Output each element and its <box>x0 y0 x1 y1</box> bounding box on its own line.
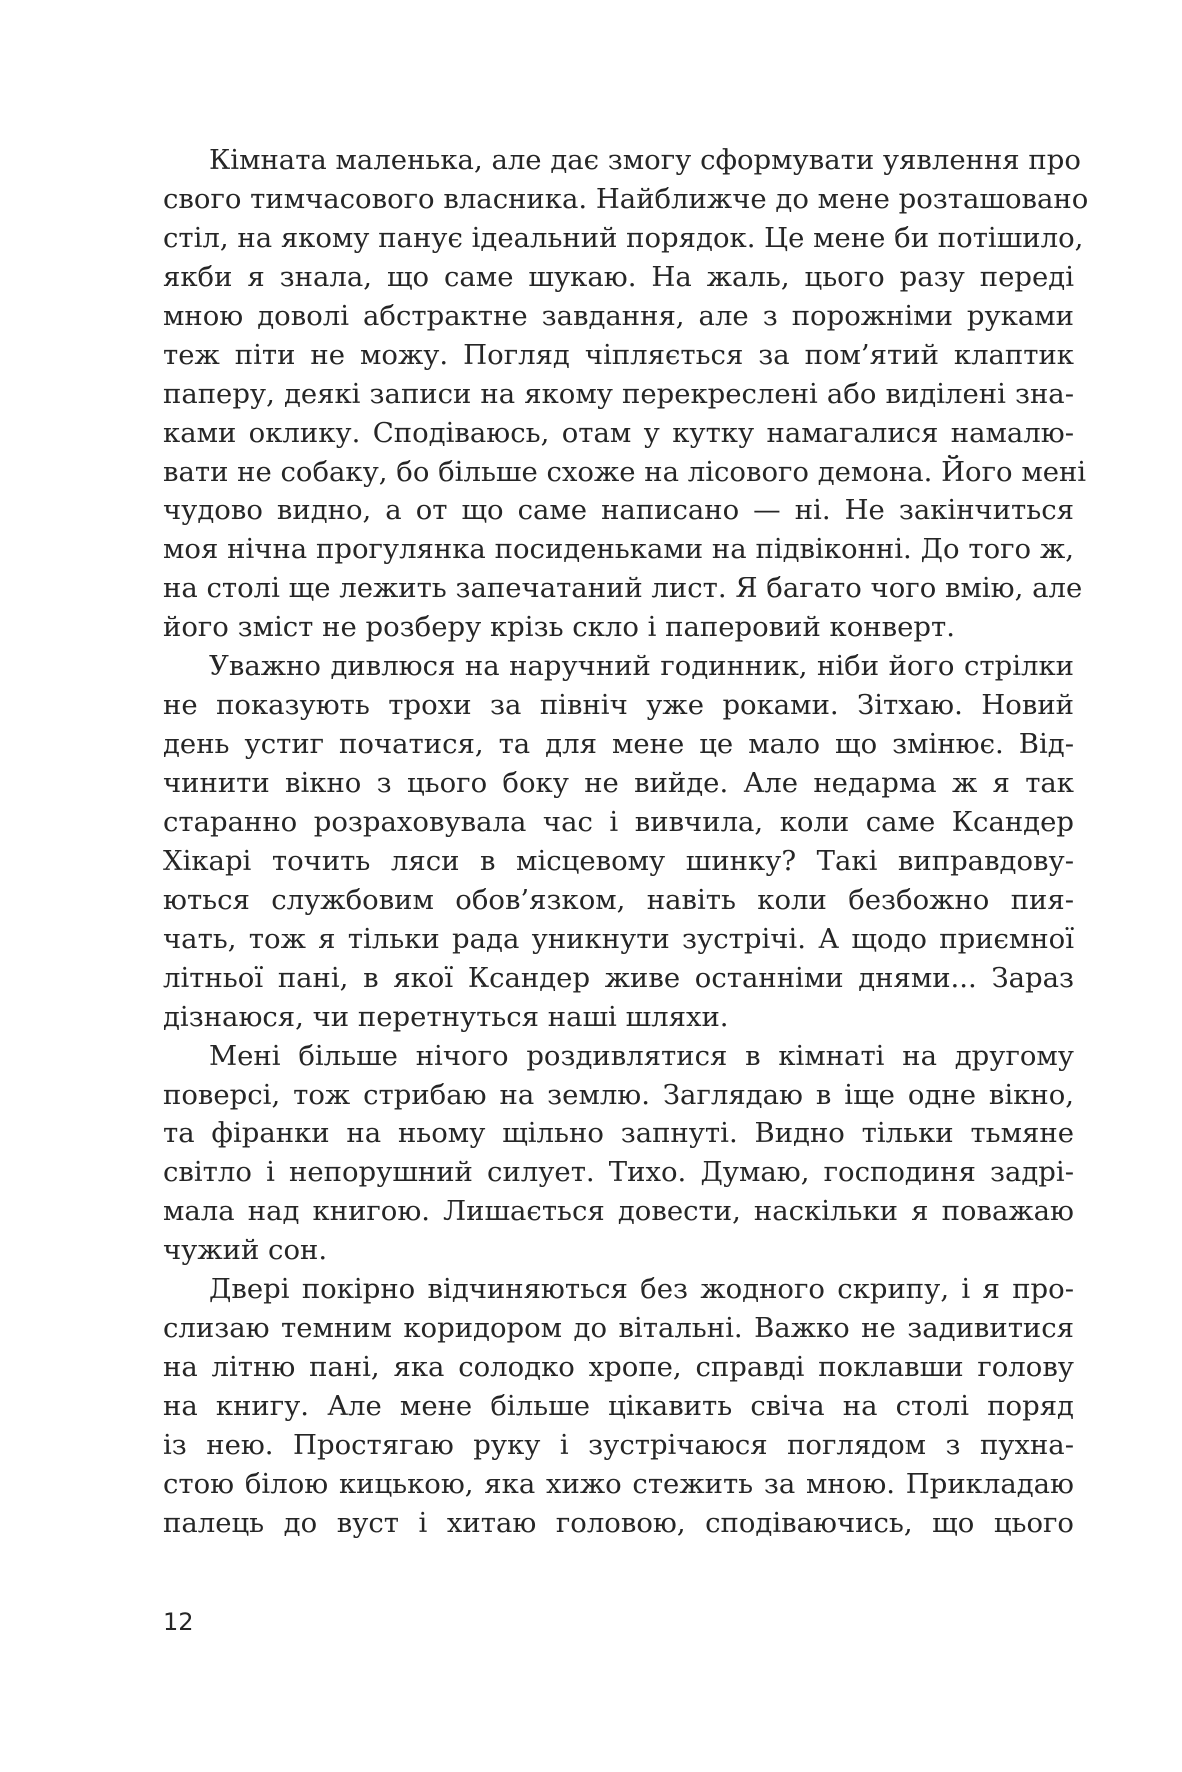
text-line: палець до вуст і хитаю головою, сподіваючись, що цього <box>163 1506 1074 1539</box>
text-line: Уважно дивлюся на наручний годинник, ніби його стрілки <box>209 650 1074 683</box>
text-line: мала над книгою. Лишається довести, наскільки я поважаю <box>163 1195 1074 1228</box>
text-line: поверсі, тож стрибаю на землю. Заглядаю в іще одне вікно, <box>163 1078 1074 1111</box>
text-line: паперу, деякі записи на якому перекреслені або виділені зна- <box>163 377 1074 410</box>
text-line: чинити вікно з цього боку не вийде. Але недарма ж я так <box>163 767 1074 799</box>
text-line: та фіранки на ньому щільно запнуті. Видно тільки тьмяне <box>163 1117 1074 1150</box>
text-line: день устиг початися, та для мене це мало що змінює. Від- <box>163 728 1074 761</box>
text-line: слизаю темним коридором до вітальні. Важко не задивитися <box>163 1312 1074 1345</box>
text-line: якби я знала, що саме шукаю. На жаль, цього разу переді <box>163 260 1074 293</box>
text-line: на літню пані, яка солодко хропе, справді поклавши голову <box>163 1351 1074 1384</box>
text-line: Хікарі точить ляси в місцевому шинку? Такі виправдову- <box>163 844 1074 877</box>
text-line: світло і непорушний силует. Тихо. Думаю, господиня задрі- <box>163 1156 1074 1189</box>
text-line: Мені більше нічого роздивлятися в кімнаті на другому <box>209 1039 1074 1072</box>
text-line: чать, тож я тільки рада уникнути зустрічі. А щодо приємної <box>163 922 1074 955</box>
text-line: із нею. Простягаю руку і зустрічаюся поглядом з пухна- <box>163 1428 1074 1461</box>
text-line: вати не собаку, бо більше схоже на лісового демона. Його мені <box>163 455 1087 488</box>
text-line: старанно розраховувала час і вивчила, коли саме Ксандер <box>163 805 1074 838</box>
text-line: стою білою кицькою, яка хижо стежить за мною. Прикладаю <box>163 1467 1074 1500</box>
text-line: чужий сон. <box>163 1234 328 1267</box>
text-line: на книгу. Але мене більше цікавить свіча на столі поряд <box>163 1390 1074 1422</box>
text-line: чудово видно, а от що саме написано — ні. Не закінчиться <box>163 494 1074 527</box>
body-text <box>163 141 1089 1543</box>
text-line: дізнаюся, чи перетнуться наші шляхи. <box>163 1000 729 1033</box>
text-line: ються службовим обов’язком, навіть коли безбожно пия- <box>163 883 1074 916</box>
text-line: Кімната маленька, але дає змогу сформувати уявлення про <box>209 144 1081 176</box>
text-line: теж піти не можу. Погляд чіпляється за пом’ятий клаптик <box>163 338 1074 371</box>
text-line: на столі ще лежить запечатаний лист. Я багато чого вмію, але <box>163 572 1083 605</box>
text-line: його зміст не розберу крізь скло і паперовий конверт. <box>163 611 955 644</box>
text-line: не показують трохи за північ уже роками. Зітхаю. Новий <box>163 689 1074 722</box>
text-line: свого тимчасового власника. Найближче до мене розташовано <box>163 182 1089 215</box>
text-line: Двері покірно відчиняються без жодного скрипу, і я про- <box>209 1273 1074 1306</box>
text-line: моя нічна прогулянка посиденьками на підвіконні. До того ж, <box>163 533 1074 566</box>
text-line: літньої пані, в якої Ксандер живе останніми днями... Зараз <box>163 961 1074 994</box>
page-number: 12 <box>163 1608 194 1636</box>
text-line: стіл, на якому панує ідеальний порядок. Це мене би потішило, <box>163 221 1084 254</box>
text-line: мною доволі абстрактне завдання, але з порожніми руками <box>163 299 1074 332</box>
text-line: ками оклику. Сподіваюсь, отам у кутку намагалися намалю- <box>163 416 1074 449</box>
